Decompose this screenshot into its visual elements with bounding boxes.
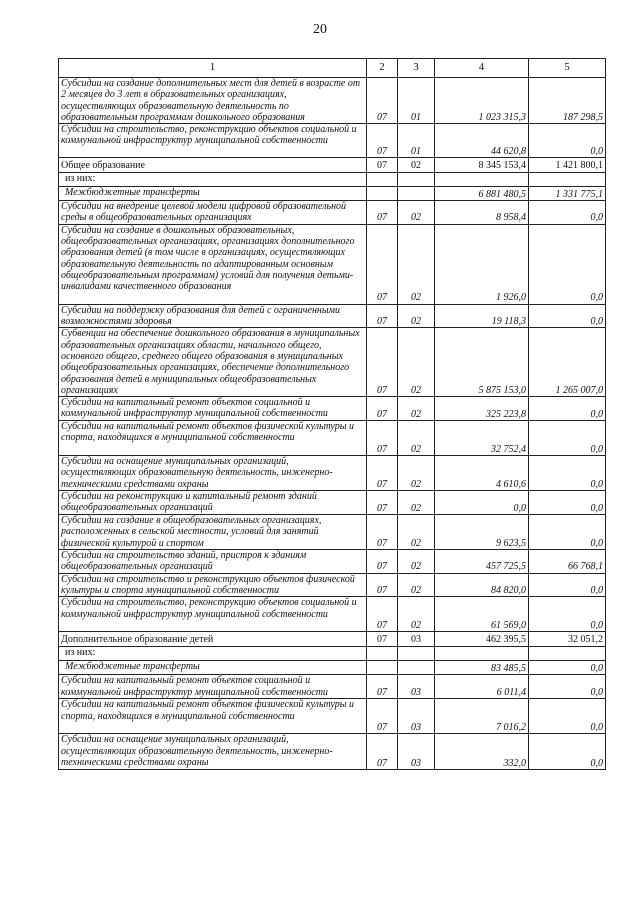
row-code: 07 <box>367 421 398 456</box>
row-code: 01 <box>398 124 435 158</box>
row-amount <box>435 647 529 661</box>
table-row <box>59 661 606 675</box>
row-name: Субсидии на создание в общеобразовательных организациях, расположенных в сельской местности, условий для занятий физической культурой и спортом <box>59 515 367 550</box>
row-amount: 0,0 <box>529 421 606 456</box>
table-row <box>59 647 606 661</box>
table-row <box>59 224 606 304</box>
row-amount: 19 118,3 <box>435 304 529 328</box>
row-name: Субсидии на реконструкцию и капитальный ремонт зданий общеобразовательных организаций <box>59 491 367 515</box>
row-amount: 1 023 315,3 <box>435 78 529 124</box>
row-amount: 0,0 <box>529 201 606 225</box>
row-amount: 187 298,5 <box>529 78 606 124</box>
row-name: Субсидии на строительство, реконструкцию объектов социальной и коммунальной инфраструктур муниципальной собственности <box>59 597 367 632</box>
row-amount: 7 016,2 <box>435 699 529 734</box>
row-amount: 1 421 800,1 <box>529 158 606 173</box>
row-code: 02 <box>398 573 435 597</box>
row-amount: 1 926,0 <box>435 224 529 304</box>
row-code <box>398 661 435 675</box>
row-amount: 32 752,4 <box>435 421 529 456</box>
row-code: 03 <box>398 734 435 770</box>
table-row <box>59 734 606 770</box>
row-amount: 8 345 153,4 <box>435 158 529 173</box>
row-amount: 0,0 <box>529 397 606 421</box>
table-row <box>59 699 606 734</box>
row-code: 07 <box>367 158 398 173</box>
table-row <box>59 491 606 515</box>
table-row <box>59 304 606 328</box>
row-code: 07 <box>367 328 398 397</box>
column-header: 2 <box>367 59 398 78</box>
table-row <box>59 573 606 597</box>
table-row <box>59 397 606 421</box>
table-row <box>59 173 606 187</box>
column-header: 5 <box>529 59 606 78</box>
row-code: 02 <box>398 304 435 328</box>
row-amount: 0,0 <box>529 661 606 675</box>
row-amount: 61 569,0 <box>435 597 529 632</box>
row-code: 02 <box>398 201 435 225</box>
row-amount: 0,0 <box>529 597 606 632</box>
row-amount: 6 881 480,5 <box>435 187 529 201</box>
row-code: 02 <box>398 421 435 456</box>
row-code: 07 <box>367 632 398 647</box>
row-code: 03 <box>398 675 435 699</box>
row-code: 02 <box>398 328 435 397</box>
row-code <box>367 647 398 661</box>
table-row <box>59 78 606 124</box>
row-amount: 0,0 <box>529 573 606 597</box>
row-name: Субсидии на капитальный ремонт объектов социальной и коммунальной инфраструктур муниципальной собственности <box>59 397 367 421</box>
row-code: 02 <box>398 515 435 550</box>
row-name: Субсидии на поддержку образования для детей с ограниченными возможностями здоровья <box>59 304 367 328</box>
row-amount: 0,0 <box>529 675 606 699</box>
row-amount: 84 820,0 <box>435 573 529 597</box>
row-code <box>398 173 435 187</box>
row-name: Субсидии на капитальный ремонт объектов физической культуры и спорта, находящихся в муниципальной собственности <box>59 421 367 456</box>
row-amount: 0,0 <box>529 491 606 515</box>
row-code: 07 <box>367 734 398 770</box>
row-amount: 0,0 <box>529 456 606 491</box>
column-header: 4 <box>435 59 529 78</box>
row-amount: 332,0 <box>435 734 529 770</box>
row-code: 07 <box>367 491 398 515</box>
table-row <box>59 158 606 173</box>
row-code: 07 <box>367 597 398 632</box>
row-name: Субвенции на обеспечение дошкольного образования в муниципальных образовательных организациях области, начального общего, основного общего, среднего общего образования в муниципальных общеобразовательных организациях, обеспечение дополнительного образования детей в муниципальных общеобразовательных организациях <box>59 328 367 397</box>
table-row <box>59 550 606 574</box>
table-row <box>59 421 606 456</box>
row-code: 07 <box>367 456 398 491</box>
row-name: Субсидии на капитальный ремонт объектов физической культуры и спорта, находящихся в муниципальной собственности <box>59 699 367 734</box>
row-amount: 5 875 153,0 <box>435 328 529 397</box>
table-row <box>59 632 606 647</box>
row-code: 02 <box>398 491 435 515</box>
page-number: 20 <box>313 22 327 37</box>
table-row <box>59 124 606 158</box>
table-row <box>59 328 606 397</box>
row-name: Межбюджетные трансферты <box>59 661 367 675</box>
row-amount: 0,0 <box>529 515 606 550</box>
row-amount: 0,0 <box>435 491 529 515</box>
row-amount: 9 623,5 <box>435 515 529 550</box>
row-name: Субсидии на строительство, реконструкцию объектов социальной и коммунальной инфраструктур муниципальной собственности <box>59 124 367 158</box>
row-amount: 44 620,8 <box>435 124 529 158</box>
row-amount: 0,0 <box>529 304 606 328</box>
budget-table <box>58 58 606 770</box>
row-code <box>367 187 398 201</box>
row-code: 07 <box>367 304 398 328</box>
row-amount: 0,0 <box>529 124 606 158</box>
row-code: 07 <box>367 515 398 550</box>
row-code: 07 <box>367 78 398 124</box>
table-row <box>59 597 606 632</box>
row-name: Межбюджетные трансферты <box>59 187 367 201</box>
table-row <box>59 515 606 550</box>
row-code: 07 <box>367 224 398 304</box>
row-amount <box>529 647 606 661</box>
row-code: 07 <box>367 573 398 597</box>
table-row <box>59 187 606 201</box>
row-code: 03 <box>398 699 435 734</box>
row-name: Субсидии на строительство зданий, пристроя к зданиям общеобразовательных организаций <box>59 550 367 574</box>
row-code: 03 <box>398 632 435 647</box>
row-amount: 0,0 <box>529 699 606 734</box>
row-name: Общее образование <box>59 158 367 173</box>
row-name: из них: <box>59 173 367 187</box>
row-code: 07 <box>367 675 398 699</box>
row-amount: 1 331 775,1 <box>529 187 606 201</box>
row-code <box>367 661 398 675</box>
row-code: 02 <box>398 224 435 304</box>
row-name: Субсидии на оснащение муниципальных организаций, осуществляющих образовательную деятельность, инженерно-техническими средствами охраны <box>59 734 367 770</box>
table-row <box>59 675 606 699</box>
row-amount <box>435 173 529 187</box>
row-code: 02 <box>398 550 435 574</box>
row-amount: 6 011,4 <box>435 675 529 699</box>
row-code: 02 <box>398 158 435 173</box>
row-code <box>398 647 435 661</box>
column-header: 1 <box>59 59 367 78</box>
row-name: Субсидии на создание дополнительных мест для детей в возрасте от 2 месяцев до 3 лет в образовательных организациях, осуществляющих образовательную деятельность по образовательным программам дошкольного образования <box>59 78 367 124</box>
row-code <box>398 187 435 201</box>
row-code: 02 <box>398 597 435 632</box>
table-row <box>59 456 606 491</box>
row-code <box>367 173 398 187</box>
row-name: Субсидии на капитальный ремонт объектов социальной и коммунальной инфраструктур муниципальной собственности <box>59 675 367 699</box>
row-amount <box>529 173 606 187</box>
row-code: 07 <box>367 550 398 574</box>
table-row <box>59 201 606 225</box>
row-code: 01 <box>398 78 435 124</box>
row-code: 02 <box>398 456 435 491</box>
row-code: 07 <box>367 201 398 225</box>
row-name: Субсидии на создание в дошкольных образовательных, общеобразовательных организациях, организациях дополнительного образования детей (в том числе в организациях, осуществляющих образовательную деятельность по адаптированным основным общеобразовательным программам) условий для получения детьми-инвалидами качественного образования <box>59 224 367 304</box>
row-amount: 0,0 <box>529 734 606 770</box>
row-code: 07 <box>367 699 398 734</box>
row-code: 07 <box>367 397 398 421</box>
row-amount: 1 265 007,0 <box>529 328 606 397</box>
row-amount: 462 395,5 <box>435 632 529 647</box>
row-name: Субсидии на оснащение муниципальных организаций, осуществляющих образовательную деятельность, инженерно-техническими средствами охраны <box>59 456 367 491</box>
table-body <box>59 78 606 770</box>
column-header: 3 <box>398 59 435 78</box>
row-name: из них: <box>59 647 367 661</box>
row-amount: 66 768,1 <box>529 550 606 574</box>
row-amount: 325 223,8 <box>435 397 529 421</box>
row-name: Субсидии на строительство и реконструкцию объектов физической культуры и спорта муниципальной собственности <box>59 573 367 597</box>
row-amount: 457 725,5 <box>435 550 529 574</box>
row-amount: 4 610,6 <box>435 456 529 491</box>
row-amount: 0,0 <box>529 224 606 304</box>
row-code: 07 <box>367 124 398 158</box>
row-amount: 32 051,2 <box>529 632 606 647</box>
table-header-row <box>59 59 606 78</box>
row-name: Дополнительное образование детей <box>59 632 367 647</box>
row-name: Субсидии на внедрение целевой модели цифровой образовательной среды в общеобразовательных организациях <box>59 201 367 225</box>
row-amount: 83 485,5 <box>435 661 529 675</box>
row-code: 02 <box>398 397 435 421</box>
row-amount: 8 958,4 <box>435 201 529 225</box>
